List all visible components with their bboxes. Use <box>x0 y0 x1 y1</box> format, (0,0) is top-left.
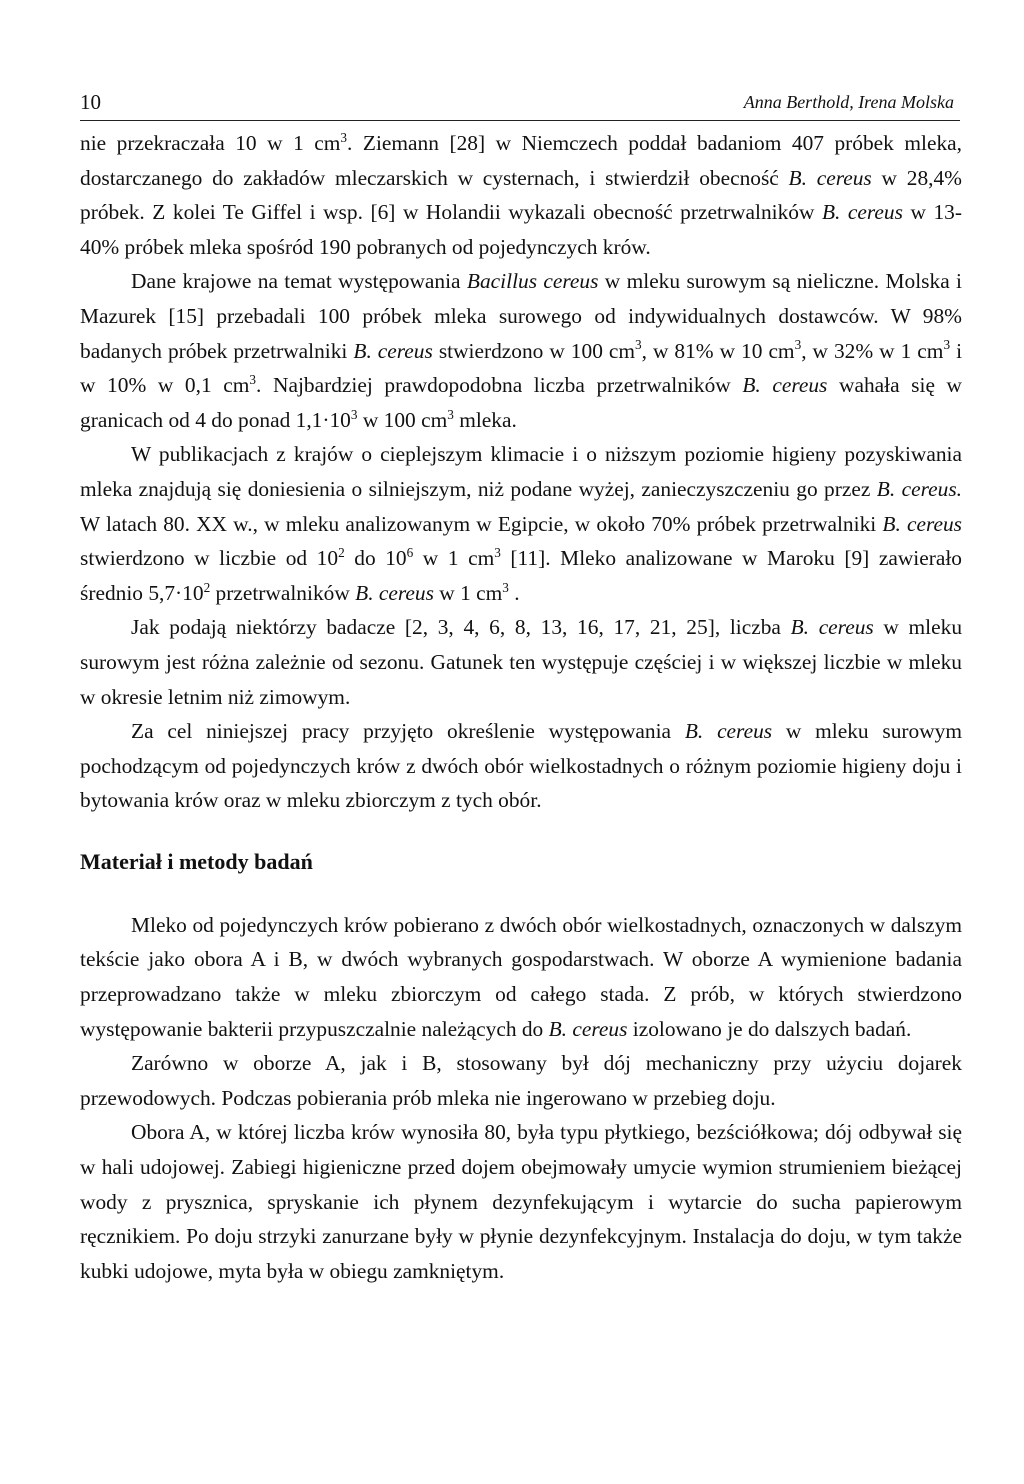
running-head-authors: Anna Berthold, Irena Molska <box>743 92 954 112</box>
section-heading: Materiał i metody badań <box>80 848 313 874</box>
page-header <box>80 86 960 121</box>
paragraph-milking: Zarówno w oborze A, jak i B, stosowany był dój mechaniczny przy użyciu dojarek przewodowych. Podczas pobierania prób mleka nie ingerowano w przebieg doju. <box>80 1051 962 1110</box>
paragraph-domestic-data: Dane krajowe na temat występowania Bacillus cereus w mleku surowym są nieliczne. Molska i Mazurek [15] przebadali 100 próbek mleka surowego od indywidualnych dostawców. W 98% badanych próbek przetrwalniki B. cereus stwierdzono w 100 $cm^3$, w 81% w 10 $cm^3$, w 32% w 1 $cm^3$ i w 10% w 0,1 $cm^3$. Najbardziej prawdopodobna liczba przetrwalników B. cereus wahała się w granicach od 4 do ponad $1,1\cdot 10^3$ w 100 $cm^3$ mleka. <box>80 269 963 432</box>
paragraph-continuation: nie przekraczała 10 w 1 $cm^3$. Ziemann [28] w Niemczech poddał badaniom 407 próbek mleka, dostarczanego do zakładów mleczarskich w cysternach, i stwierdził obecność B. cereus w 28,4% próbek. Z kolei Te Giffel i wsp. [6] w Holandii wykazali obecność przetrwalników B. cereus w 13-40% próbek mleka spośród 190 pobranych od pojedynczych krów. <box>80 129 963 259</box>
page-number: 10 <box>80 90 101 114</box>
paragraph-seasonality: Jak podają niektórzy badacze [2, 3, 4, 6, 8, 13, 16, 17, 21, 25], liczba B. cereus w mleku surowym jest różna zależnie od sezonu. Gatunek ten występuje częściej i w większej liczbie w mleku w okresie letnim niż zimowym. <box>80 615 963 709</box>
body-text <box>80 126 962 1288</box>
paragraph-barn-a: Obora A, w której liczba krów wynosiła 80, była typu płytkiego, bezściółkowa; dój odbywał się w hali udojowej. Zabiegi higieniczne przed dojem obejmowały umycie wymion strumieniem bieżącej wody z prysznica, spryskanie ich płynem dezynfekującym i wytarcie do sucha papierowym ręcznikiem. Po doju strzyki zanurzane były w płynie dezynfekcyjnym. Instalacja do doju, w tym także kubki udojowe, myta była w obiegu zamkniętym. <box>80 1120 962 1283</box>
paragraph-sampling: Mleko od pojedynczych krów pobierano z dwóch obór wielkostadnych, oznaczonych w dalszym tekście jako obora A i B, w dwóch wybranych gospodarstwach. W oborze A wymienione badania przeprowadzano także w mleku zbiorczym od całego stada. Z prób, w których stwierdzono występowanie bakterii przypuszczalnie należących do B. cereus izolowano je do dalszych badań. <box>80 912 962 1041</box>
paragraph-warmer-climate: W publikacjach z krajów o cieplejszym klimacie i o niższym poziomie higieny pozyskiwania mleka znajdują się doniesienia o silniejszym, niż podane wyżej, zanieczyszczeniu go przez B. cereus. W latach 80. XX w., w mleku analizowanym w Egipcie, w około 70% próbek przetrwalniki B. cereus stwierdzono w liczbie od $10^2$ do $10^6$ w 1 $cm^3$ [11]. Mleko analizowane w Maroku [9] zawierało średnio $5,7\cdot 10^2$ przetrwalników B. cereus w 1 $cm^3$ . <box>80 442 962 605</box>
paragraph-aim: Za cel niniejszej pracy przyjęto określenie występowania B. cereus w mleku surowym pochodzącym od pojedynczych krów z dwóch obór wielkostadnych o różnym poziomie higieny doju i bytowania krów oraz w mleku zbiorczym z tych obór. <box>80 719 963 813</box>
